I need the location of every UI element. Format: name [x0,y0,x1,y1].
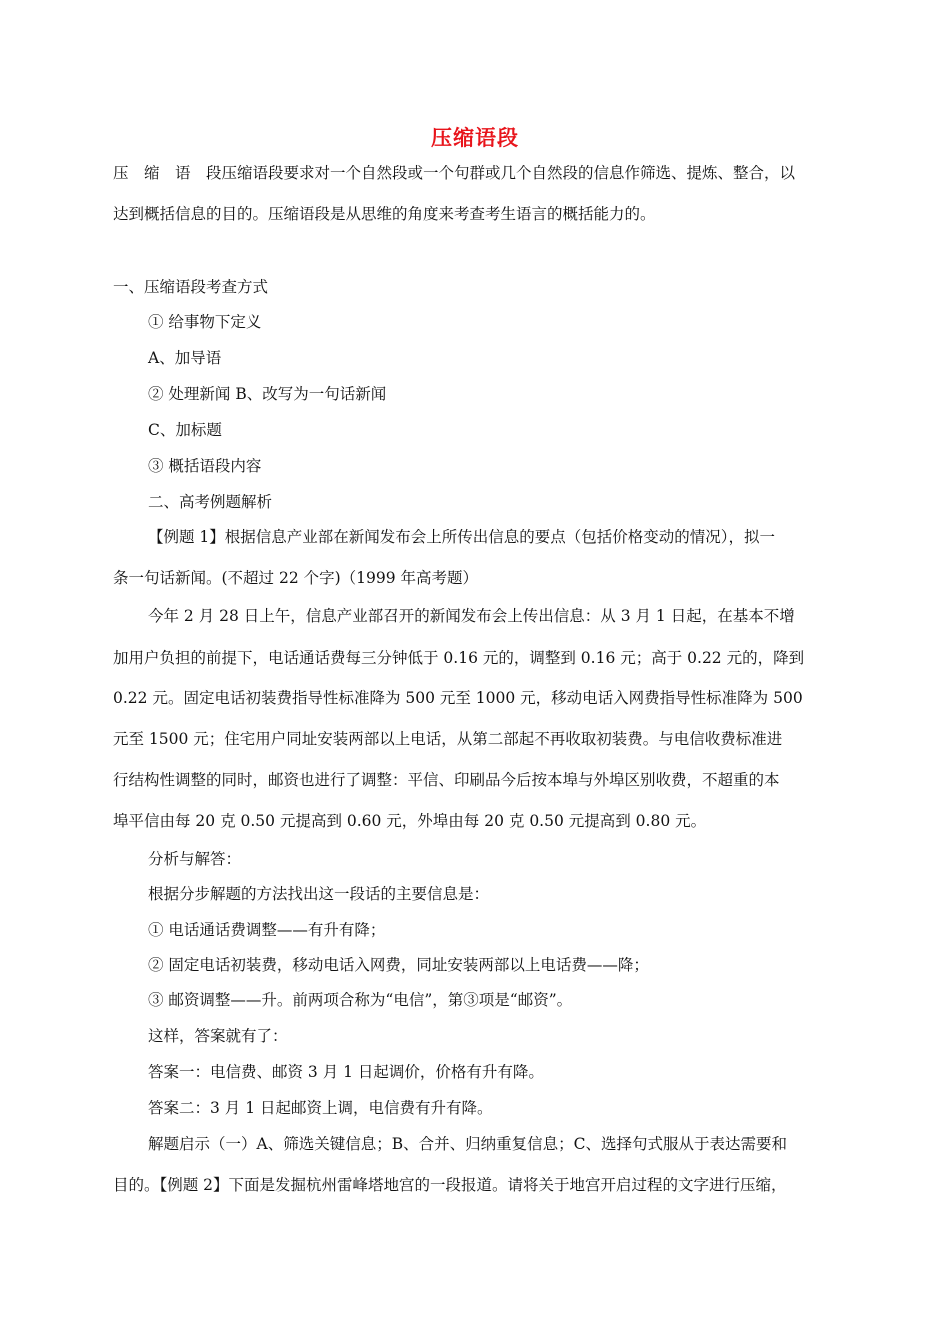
answer-intro: 这样，答案就有了： [148,1027,288,1045]
example1-text-line: 埠平信由每 20 克 0.50 元提高到 0.60 元，外埠由每 20 克 0.50 元提高到 0.80 元。 [113,812,707,830]
analysis-intro: 根据分步解题的方法找出这一段话的主要信息是： [148,885,490,903]
page-title: 压缩语段 [431,126,519,150]
section1-heading: 一、压缩语段考查方式 [113,278,269,296]
section1-item: ① 给事物下定义 [148,313,262,331]
example1-text-line: 0.22 元。固定电话初装费指导性标准降为 500 元至 1000 元，移动电话入网费指导性标准降为 500 [113,689,803,707]
analysis-point: ③ 邮资调整——升。前两项合称为“电信”，第③项是“邮资”。 [148,991,573,1009]
section1-item: ③ 概括语段内容 [148,457,262,475]
example1-text-line: 行结构性调整的同时，邮资也进行了调整：平信、印刷品今后按本埠与外埠区别收费，不超重的本 [113,771,780,789]
answer-line: 答案二：3 月 1 日起邮资上调，电信费有升有降。 [148,1099,493,1117]
intro-line-1: 压 缩 语 段压缩语段要求对一个自然段或一个句群或几个自然段的信息作筛选、提炼、整合，以 [113,164,796,182]
hint-line-2: 目的。【例题 2】下面是发掘杭州雷峰塔地宫的一段报道。请将关于地宫开启过程的文字进行压缩， [113,1176,787,1194]
example1-text-line: 加用户负担的前提下，电话通话费每三分钟低于 0.16 元的，调整到 0.16 元；高于 0.22 元的，降到 [113,649,805,667]
example1-prompt-line-1: 【例题 1】根据信息产业部在新闻发布会上所传出信息的要点（包括价格变动的情况），拟一 [148,528,776,546]
example1-text-line: 元至 1500 元；住宅用户同址安装两部以上电话，从第二部起不再收取初装费。与电信收费标准进 [113,730,783,748]
analysis-point: ② 固定电话初装费，移动电话入网费，同址安装两部以上电话费——降； [148,956,649,974]
hint-line-1: 解题启示（一）A、筛选关键信息；B、合并、归纳重复信息；C、选择句式服从于表达需要和 [148,1135,787,1153]
analysis-label: 分析与解答： [148,850,242,868]
analysis-point: ① 电话通话费调整——有升有降； [148,921,386,939]
section2-heading: 二、高考例题解析 [148,493,273,511]
section1-item: ② 处理新闻 B、改写为一句话新闻 [148,385,387,403]
example1-text-line: 今年 2 月 28 日上午，信息产业部召开的新闻发布会上传出信息：从 3 月 1 日起，在基本不增 [148,607,795,625]
section1-item: C、加标题 [148,421,222,439]
example1-prompt-line-2: 条一句话新闻。(不超过 22 个字)（1999 年高考题） [113,569,479,587]
intro-line-2: 达到概括信息的目的。压缩语段是从思维的角度来考查考生语言的概括能力的。 [113,205,656,223]
section1-item: A、加导语 [148,349,222,367]
answer-line: 答案一：电信费、邮资 3 月 1 日起调价，价格有升有降。 [148,1063,544,1081]
